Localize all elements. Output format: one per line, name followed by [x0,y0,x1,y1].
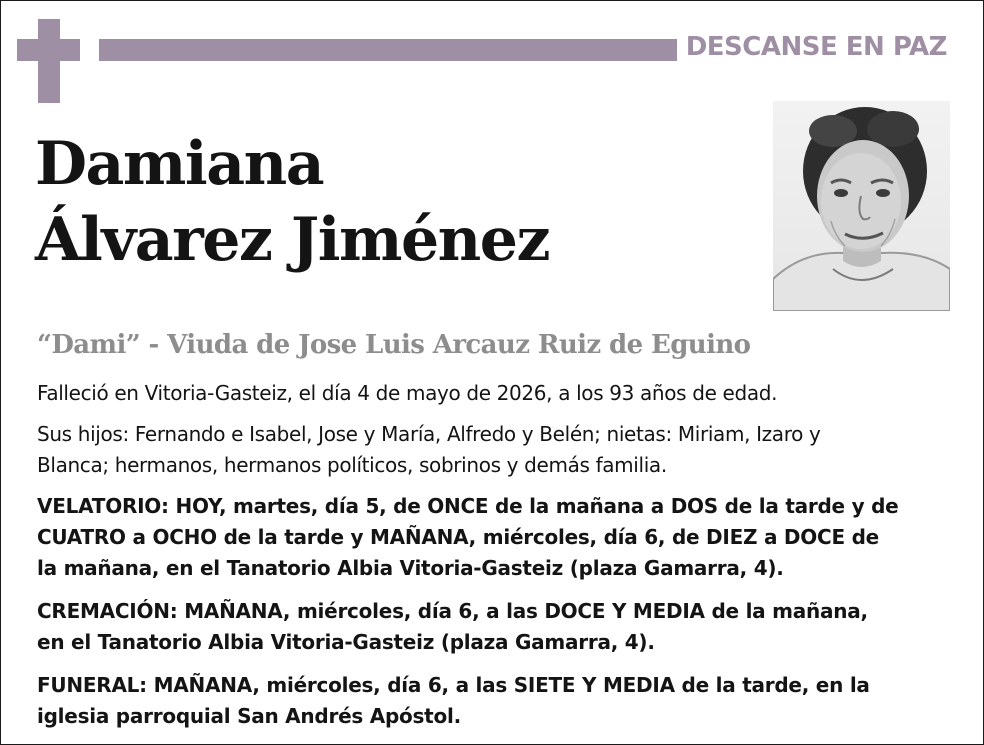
cross-icon [38,19,60,103]
cremacion-paragraph [37,596,957,658]
deceased-name [35,126,549,278]
cross-icon-bar [17,39,80,61]
velatorio-line: la mañana, en el Tanatorio Albia Vitoria-Gasteiz (plaza Gamarra, 4). [37,556,784,580]
family-line: Blanca; hermanos, hermanos políticos, sobrinos y demás familia. [37,453,667,477]
cremacion-line: CREMACIÓN: MAÑANA, miércoles, día 6, a las DOCE Y MEDIA de la mañana, [37,599,868,623]
header-rule [99,39,677,61]
family-line: Sus hijos: Fernando e Isabel, Jose y María, Alfredo y Belén; nietas: Miriam, Izaro y [37,422,821,446]
portrait-photo [773,101,950,311]
funeral-paragraph [37,670,957,732]
funeral-line: iglesia parroquial San Andrés Apóstol. [37,704,461,728]
name-line-2: Álvarez Jiménez [35,205,550,275]
rest-in-peace-label: DESCANSE EN PAZ [685,32,947,62]
velatorio-line: CUATRO a OCHO de la tarde y MAÑANA, miércoles, día 6, de DIEZ a DOCE de [37,525,879,549]
family-paragraph [37,419,957,481]
name-line-1: Damiana [35,129,324,199]
velatorio-line: VELATORIO: HOY, martes, día 5, de ONCE de la mañana a DOS de la tarde y de [37,494,899,518]
death-details [37,378,957,409]
death-details-text: Falleció en Vitoria-Gasteiz, el día 4 de mayo de 2026, a los 93 años de edad. [37,381,778,405]
funeral-line: FUNERAL: MAÑANA, miércoles, día 6, a las SIETE Y MEDIA de la tarde, en la [37,673,870,697]
cremacion-line: en el Tanatorio Albia Vitoria-Gasteiz (plaza Gamarra, 4). [37,630,655,654]
nickname-widow-line: “Dami” - Viuda de Jose Luis Arcauz Ruiz de Eguino [37,330,751,360]
velatorio-paragraph [37,491,957,584]
portrait-illustration [773,101,950,311]
